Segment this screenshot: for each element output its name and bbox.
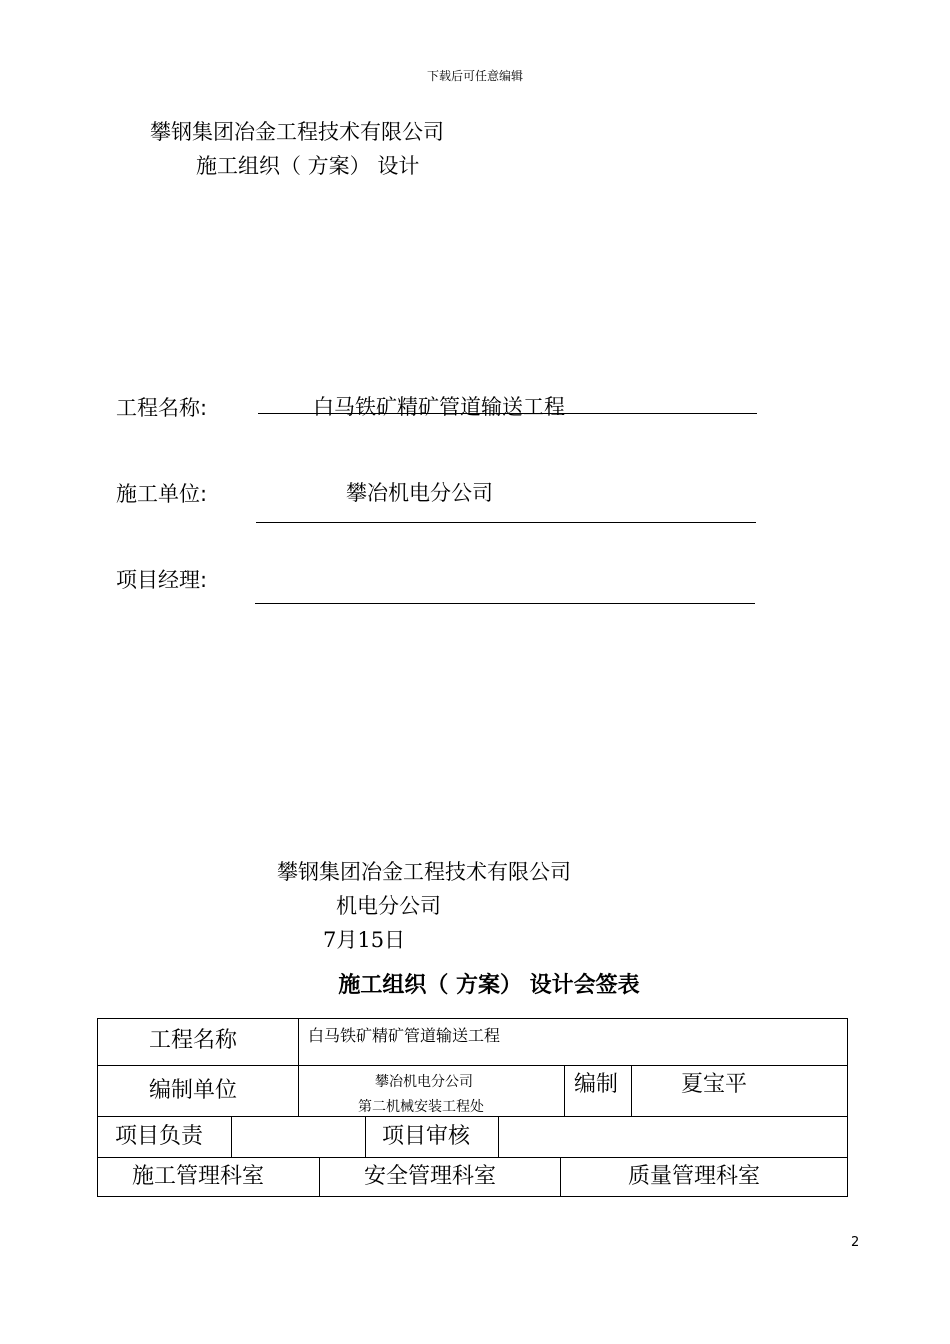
footer-date: 7月15日 (323, 928, 406, 952)
field-label-project-name: 工程名称: (116, 396, 208, 420)
project-lead-label: 项目负责 (115, 1124, 204, 1149)
field-value-project-name: 白马铁矿精矿管道输送工程 (313, 395, 565, 419)
underline-project-name (258, 413, 757, 414)
table-rule (231, 1116, 232, 1157)
project-name-label: 工程名称 (149, 1028, 238, 1053)
dept-safety-mgmt: 安全管理科室 (364, 1164, 497, 1189)
dept-quality-mgmt: 质量管理科室 (628, 1164, 761, 1189)
footer-branch: 机电分公司 (336, 894, 441, 918)
compiler-label: 编制 (574, 1072, 619, 1097)
table-rule (560, 1157, 561, 1197)
table-rule (98, 1065, 847, 1066)
table-rule (631, 1065, 632, 1116)
project-name-value: 白马铁矿精矿管道输送工程 (308, 1026, 501, 1045)
footer-company: 攀钢集团冶金工程技术有限公司 (277, 860, 571, 884)
underline-construction-unit (256, 522, 756, 523)
table-rule (564, 1065, 565, 1116)
header-note: 下载后可任意编辑 (426, 69, 523, 83)
project-review-label: 项目审核 (382, 1124, 471, 1149)
dept-construction-mgmt: 施工管理科室 (132, 1164, 265, 1189)
table-rule (98, 1157, 847, 1158)
field-value-construction-unit: 攀冶机电分公司 (346, 481, 493, 505)
sign-sheet-title: 施工组织（ 方案） 设计会签表 (338, 972, 640, 998)
table-rule (298, 1019, 299, 1116)
field-label-construction-unit: 施工单位: (116, 482, 208, 506)
compiling-unit-label: 编制单位 (149, 1078, 238, 1103)
sign-sheet-table (97, 1018, 848, 1197)
field-label-project-manager: 项目经理: (116, 568, 208, 592)
design-title: 施工组织（ 方案） 设计 (196, 154, 420, 178)
table-rule (365, 1116, 366, 1157)
compiling-unit-line2: 第二机械安装工程处 (358, 1099, 484, 1115)
table-rule (319, 1157, 320, 1197)
compiler-value: 夏宝平 (681, 1072, 748, 1097)
table-rule (98, 1116, 847, 1117)
table-rule (498, 1116, 499, 1157)
page-number: 2 (851, 1235, 860, 1250)
compiling-unit-line1: 攀冶机电分公司 (375, 1074, 473, 1090)
company-title: 攀钢集团冶金工程技术有限公司 (150, 120, 444, 144)
underline-project-manager (255, 603, 755, 604)
